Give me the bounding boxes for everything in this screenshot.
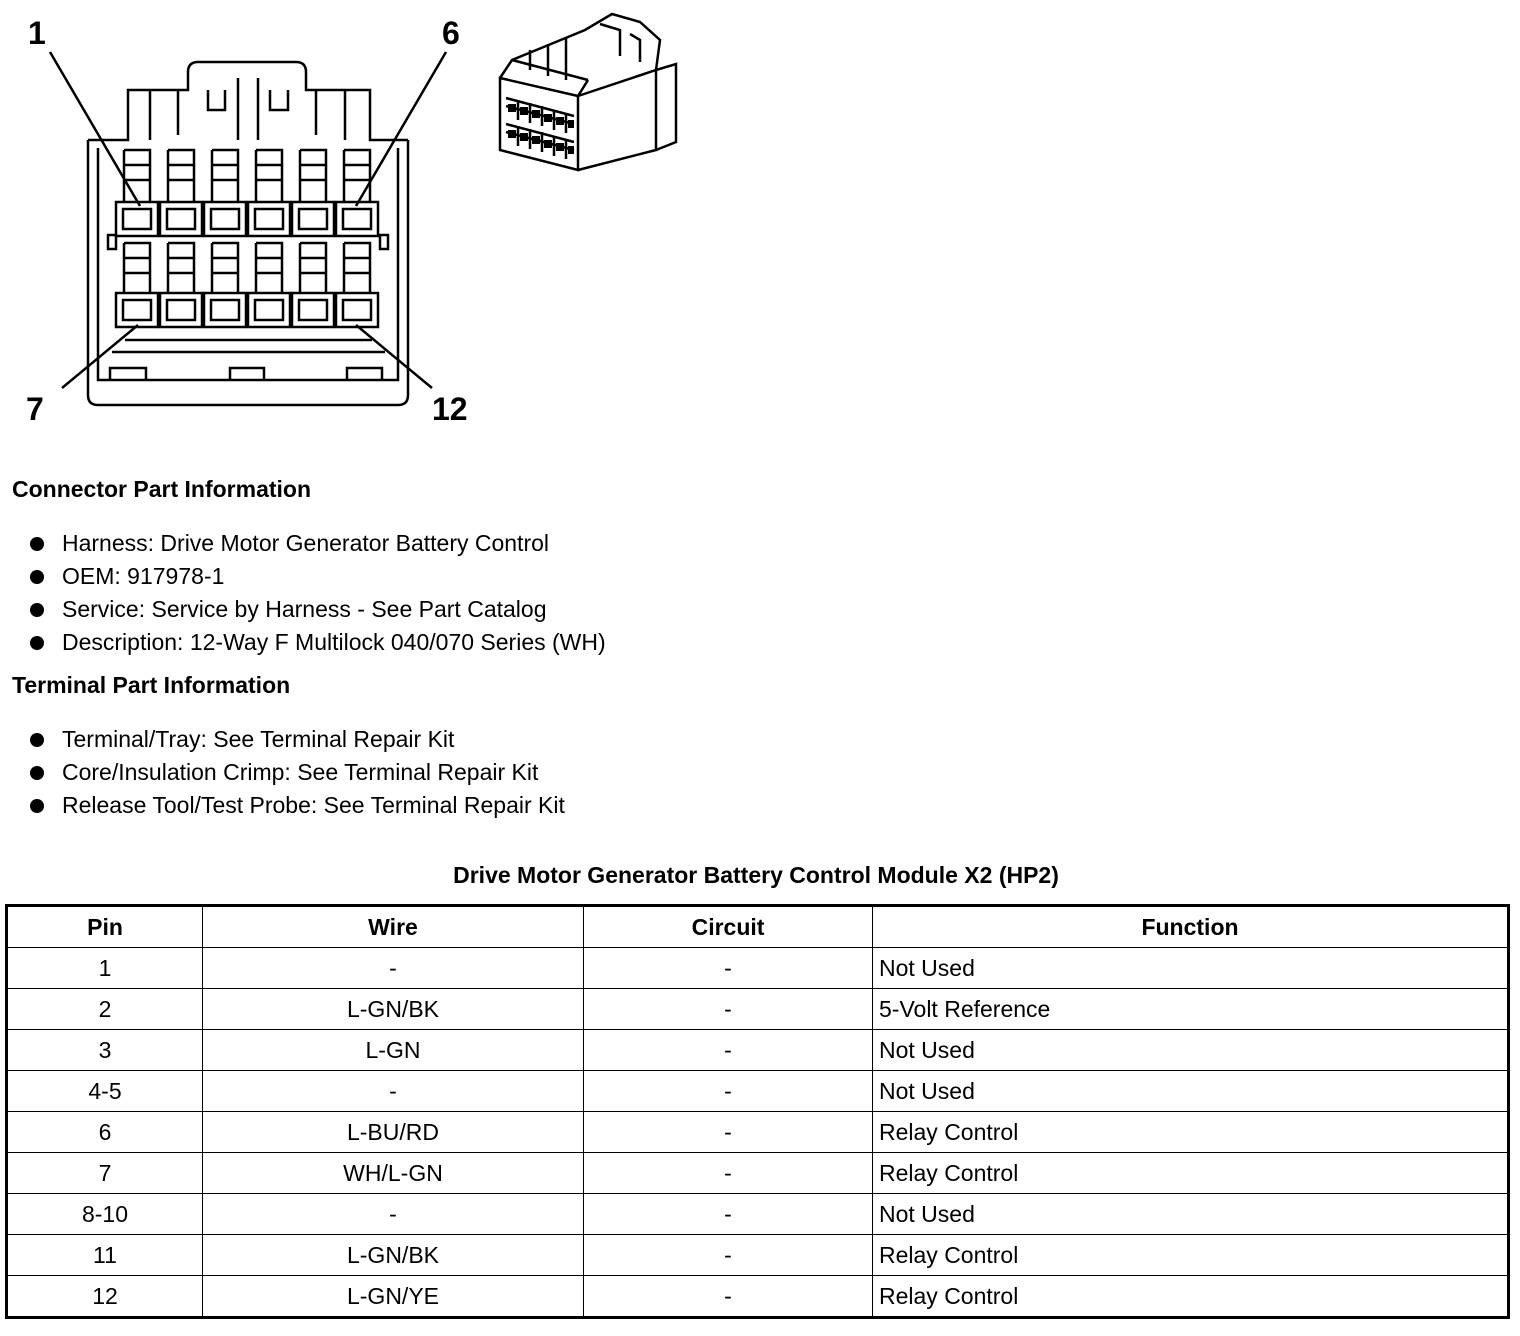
- column-header-pin: Pin: [7, 906, 203, 948]
- pin-cell: 2: [7, 989, 203, 1030]
- circuit-cell: -: [584, 989, 873, 1030]
- bullet-icon: [30, 766, 44, 780]
- wire-cell: L-GN/BK: [203, 989, 584, 1030]
- function-cell: Not Used: [873, 1194, 1509, 1235]
- pin-cell: 4-5: [7, 1071, 203, 1112]
- connector-3d-view: [500, 14, 676, 170]
- connector-diagram: [0, 0, 700, 440]
- callout-pin-12: 12: [432, 391, 468, 427]
- column-header-wire: Wire: [203, 906, 584, 948]
- table-header-row: [7, 906, 1509, 948]
- list-item: Terminal/Tray: See Terminal Repair Kit: [30, 723, 565, 756]
- table-row: [7, 1235, 1509, 1276]
- list-item: Core/Insulation Crimp: See Terminal Repair Kit: [30, 756, 565, 789]
- function-cell: Relay Control: [873, 1235, 1509, 1276]
- function-cell: Not Used: [873, 1071, 1509, 1112]
- pin-cell: 11: [7, 1235, 203, 1276]
- pin-cell: 3: [7, 1030, 203, 1071]
- wire-cell: L-BU/RD: [203, 1112, 584, 1153]
- circuit-cell: -: [584, 1112, 873, 1153]
- function-cell: Relay Control: [873, 1276, 1509, 1318]
- connector-info-list: [30, 527, 606, 659]
- circuit-cell: -: [584, 1153, 873, 1194]
- list-item: Description: 12-Way F Multilock 040/070 Series (WH): [30, 626, 606, 659]
- connector-info-heading: Connector Part Information: [12, 476, 312, 502]
- terminal-info-heading: Terminal Part Information: [12, 672, 291, 698]
- circuit-cell: -: [584, 948, 873, 989]
- wire-cell: L-GN: [203, 1030, 584, 1071]
- list-item: Release Tool/Test Probe: See Terminal Repair Kit: [30, 789, 565, 822]
- wire-cell: -: [203, 948, 584, 989]
- callout-pin-1: 1: [28, 15, 46, 51]
- table-row: [7, 1276, 1509, 1318]
- wire-cell: L-GN/YE: [203, 1276, 584, 1318]
- list-item: Service: Service by Harness - See Part Catalog: [30, 593, 606, 626]
- pin-cell: 6: [7, 1112, 203, 1153]
- bullet-icon: [30, 733, 44, 747]
- table-row: [7, 1112, 1509, 1153]
- circuit-cell: -: [584, 1235, 873, 1276]
- circuit-cell: -: [584, 1030, 873, 1071]
- pinout-table: [5, 904, 1510, 1319]
- list-item: OEM: 917978-1: [30, 560, 606, 593]
- circuit-cell: -: [584, 1194, 873, 1235]
- wire-cell: WH/L-GN: [203, 1153, 584, 1194]
- table-row: [7, 948, 1509, 989]
- list-item: Harness: Drive Motor Generator Battery Control: [30, 527, 606, 560]
- callout-pin-6: 6: [442, 15, 460, 51]
- column-header-circuit: Circuit: [584, 906, 873, 948]
- function-cell: Not Used: [873, 1030, 1509, 1071]
- callout-pin-7: 7: [26, 391, 44, 427]
- wire-cell: -: [203, 1194, 584, 1235]
- wire-cell: -: [203, 1071, 584, 1112]
- bullet-icon: [30, 603, 44, 617]
- pin-cell: 1: [7, 948, 203, 989]
- circuit-cell: -: [584, 1276, 873, 1318]
- function-cell: Relay Control: [873, 1112, 1509, 1153]
- function-cell: Not Used: [873, 948, 1509, 989]
- bullet-icon: [30, 636, 44, 650]
- table-title: Drive Motor Generator Battery Control Module X2 (HP2): [453, 862, 1059, 888]
- table-row: [7, 1153, 1509, 1194]
- pin-cell: 7: [7, 1153, 203, 1194]
- pin-cell: 8-10: [7, 1194, 203, 1235]
- function-cell: Relay Control: [873, 1153, 1509, 1194]
- function-cell: 5-Volt Reference: [873, 989, 1509, 1030]
- table-row: [7, 1030, 1509, 1071]
- table-row: [7, 989, 1509, 1030]
- column-header-function: Function: [873, 906, 1509, 948]
- wire-cell: L-GN/BK: [203, 1235, 584, 1276]
- circuit-cell: -: [584, 1071, 873, 1112]
- bullet-icon: [30, 799, 44, 813]
- table-row: [7, 1071, 1509, 1112]
- terminal-info-list: [30, 723, 565, 822]
- table-row: [7, 1194, 1509, 1235]
- pin-cell: 12: [7, 1276, 203, 1318]
- bullet-icon: [30, 537, 44, 551]
- bullet-icon: [30, 570, 44, 584]
